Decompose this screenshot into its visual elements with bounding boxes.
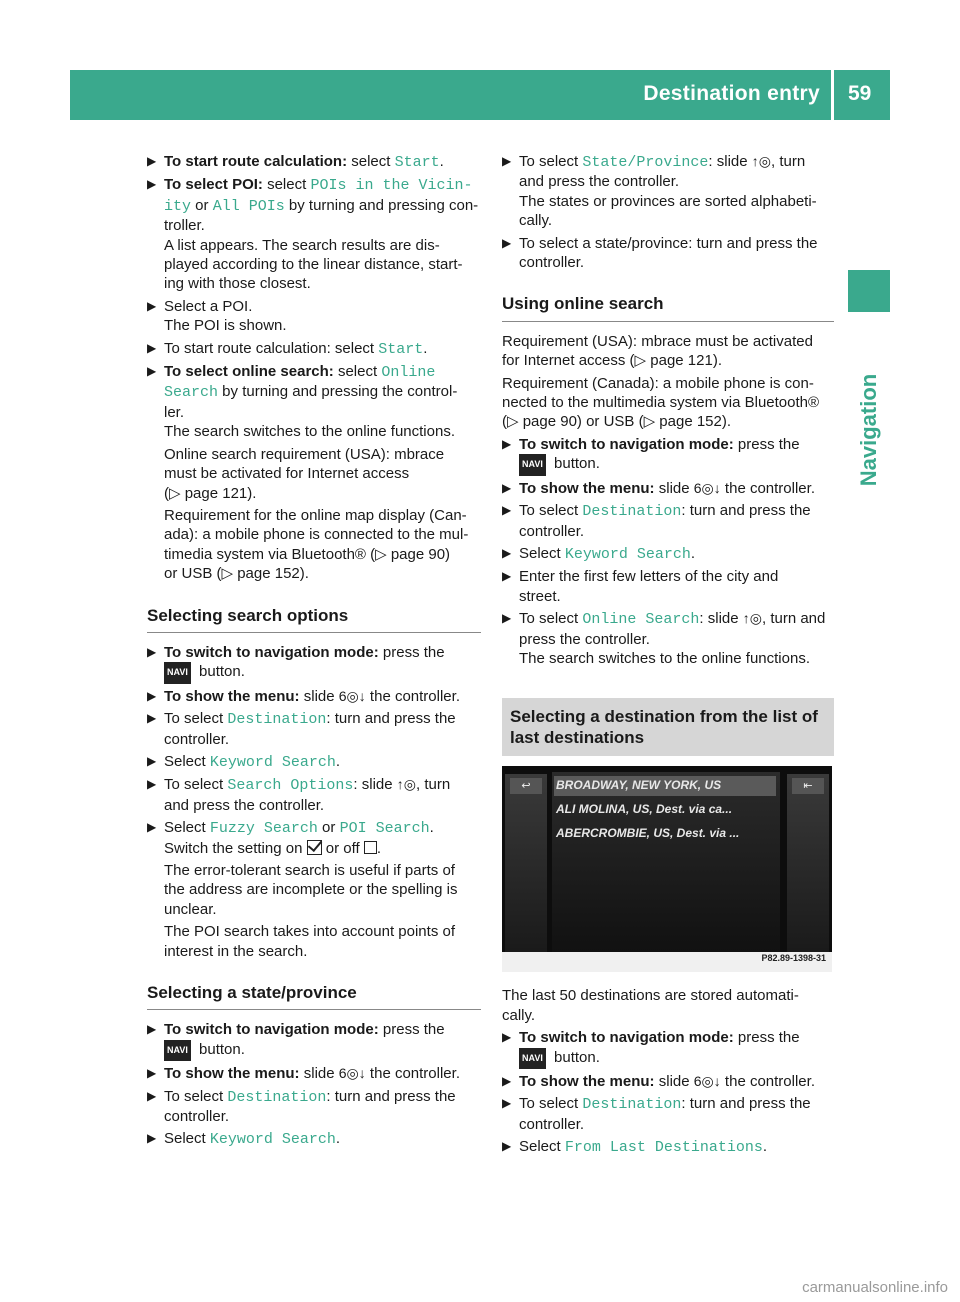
step-arrow-icon: ▶ [147, 711, 157, 726]
back-icon: ↩ [510, 778, 542, 794]
step-arrow-icon: ▶ [502, 154, 512, 168]
menu-item-code: ity [164, 197, 192, 215]
step: ▶ Select a POI. The POI is shown. [147, 297, 287, 335]
step-arrow-icon: ▶ [502, 1030, 512, 1045]
section-title-state: Selecting a state/province [147, 983, 481, 1010]
header-divider [831, 70, 834, 120]
step-arrow-icon: ▶ [502, 569, 512, 584]
controller-slide-down-icon: 6◎↓ [693, 479, 721, 496]
controller-slide-up-icon: ↑◎ [751, 153, 771, 169]
step: ▶ To start route calculation: select Start. [147, 153, 444, 171]
options-icon: ⇤ [792, 778, 824, 794]
step: ▶ Select From Last Destinations. [502, 1138, 768, 1157]
section-title-last-destinations: Selecting a destination from the list of last destinations [502, 698, 834, 756]
note: Requirement for the online map display (Can- ada): a mobile phone is connected to the mul- timedia system via Bluetooth® (▷ page 90) or USB (▷ page 152). [164, 506, 469, 583]
menu-item-code: State/Province [582, 154, 709, 171]
controller-slide-down-icon: 6◎↓ [693, 1072, 721, 1089]
step: ▶ To show the menu: slide 6◎↓ the controller. [147, 687, 460, 705]
step-arrow-icon: ▶ [147, 820, 157, 835]
step: ▶ To switch to navigation mode: press the NAVI button. [502, 435, 834, 476]
step: ▶ To show the menu: slide 6◎↓ the controller. [147, 1065, 460, 1083]
paragraph: The last 50 destinations are stored automati- cally. [502, 987, 799, 1024]
menu-item-code: Destination [227, 1088, 327, 1106]
screen-right-panel [787, 774, 829, 952]
destination-list [552, 772, 780, 952]
menu-item-code: Keyword Search [209, 1131, 336, 1149]
menu-item-code: Destination [582, 1096, 682, 1114]
step: ▶ To select Destination: turn and press the controller. [502, 502, 811, 540]
menu-item-code: POI Search [339, 820, 430, 838]
step: ▶ Select Keyword Search. [502, 544, 696, 563]
list-item: BROADWAY, NEW YORK, US [554, 776, 776, 795]
step: ▶ To select Online Search: slide ↑◎, turn and press the controller. The search switches to the online functions. [502, 610, 826, 667]
step-arrow-icon: ▶ [147, 1066, 157, 1081]
step-arrow-icon: ▶ [502, 436, 512, 451]
step-arrow-icon: ▶ [147, 777, 157, 792]
step-arrow-icon: ▶ [147, 644, 157, 659]
menu-item-code: From Last Destinations [564, 1139, 763, 1157]
controller-slide-down-icon: 6◎↓ [338, 687, 366, 704]
side-tab-label: Navigation [856, 373, 881, 487]
menu-item-code: Keyword Search [209, 753, 336, 771]
step: ▶ To select POI: select POIs in the Vicin‐ ity or All POIs by turning and pressing con- troller. A list appears. The search results are dis- played according to the linear distance, start- ing with those closest. [147, 176, 479, 293]
last-destinations-screen-image [502, 766, 832, 972]
step-arrow-icon: ▶ [147, 154, 157, 168]
screen-left-panel [505, 774, 547, 952]
menu-item-code: Fuzzy Search [209, 820, 318, 838]
step-arrow-icon: ▶ [502, 503, 512, 518]
menu-item-code: All POIs [212, 197, 285, 215]
checkbox-checked-icon [307, 840, 322, 855]
step-arrow-icon: ▶ [147, 1131, 157, 1146]
watermark: carmanualsonline.info [802, 1279, 948, 1296]
menu-item-code: Search [164, 384, 219, 402]
paragraph: Requirement (USA): mbrace must be activated for Internet access (▷ page 121). [502, 332, 813, 370]
list-item: ABERCROMBIE, US, Dest. via ... [556, 826, 740, 841]
step-arrow-icon: ▶ [502, 1139, 512, 1154]
step-arrow-icon: ▶ [147, 1022, 157, 1037]
step: ▶ To select Destination: turn and press the controller. [502, 1095, 811, 1133]
step: ▶ To switch to navigation mode: press the NAVI button. [502, 1028, 834, 1069]
navi-button-icon: NAVI [519, 454, 546, 475]
menu-item-code: Keyword Search [564, 545, 691, 563]
menu-item-code: Start [394, 154, 440, 171]
step: ▶ To select State/Province: slide ↑◎, turn and press the controller. The states or provinces are sorted alphabeti- cally. [502, 153, 817, 230]
step: ▶ Select Keyword Search. [147, 752, 341, 771]
step-arrow-icon: ▶ [147, 177, 157, 192]
side-tab-block [848, 270, 890, 312]
step-arrow-icon: ▶ [147, 298, 157, 313]
controller-slide-up-icon: ↑◎ [742, 610, 762, 627]
step: ▶ Enter the first few letters of the city and street. [502, 568, 779, 605]
note: Online search requirement (USA): mbrace must be activated for Internet access (▷ page 121). [164, 445, 445, 502]
step-arrow-icon: ▶ [502, 611, 512, 626]
list-item: ALI MOLINA, US, Dest. via ca... [556, 802, 733, 817]
step: ▶ Select Keyword Search. [147, 1130, 341, 1149]
menu-item-code: Online [381, 364, 436, 382]
step-arrow-icon: ▶ [502, 545, 512, 560]
step: ▶ To select Destination: turn and press the controller. [147, 710, 456, 748]
image-code: P82.89-1398-31 [761, 952, 826, 963]
step-arrow-icon: ▶ [502, 1096, 512, 1111]
step-arrow-icon: ▶ [147, 340, 157, 355]
step-arrow-icon: ▶ [147, 753, 157, 768]
paragraph: Requirement (Canada): a mobile phone is con- nected to the multimedia system via Bluetooth® (▷ page 90) or USB (▷ page 152). [502, 374, 820, 431]
navi-button-icon: NAVI [164, 1040, 191, 1061]
step-arrow-icon: ▶ [502, 480, 512, 495]
menu-item-code: Online Search [582, 611, 700, 629]
section-title-search-options: Selecting search options [147, 606, 481, 633]
checkbox-empty-icon [364, 841, 377, 854]
step: ▶ To switch to navigation mode: press the NAVI button. [147, 643, 481, 684]
note: The error-tolerant search is useful if parts of the address are incomplete or the spelling is unclear. [164, 862, 458, 918]
page-number: 59 [848, 82, 872, 105]
page-title: Destination entry [643, 82, 820, 105]
navi-button-icon: NAVI [519, 1048, 546, 1069]
step: ▶ To switch to navigation mode: press the NAVI button. [147, 1020, 481, 1061]
step: ▶ To select online search: select Online Search by turning and pressing the control- ler. The search switches to the online functions. Online search requirement (USA): mbrace must be activated for Internet access (▷ page 121). Requirement for the online map display (Can- ada): a mobile phone is connected to the mul- timedia system via Bluetooth® (▷ page 90) or USB (▷ page 152). [147, 362, 481, 583]
step: ▶ To select Destination: turn and press the controller. [147, 1087, 456, 1126]
navi-button-icon: NAVI [164, 662, 191, 683]
step: ▶ To show the menu: slide 6◎↓ the controller. [502, 479, 815, 497]
section-title-online-search: Using online search [502, 294, 834, 321]
menu-item-code: Destination [227, 711, 327, 729]
step: ▶ To select a state/province: turn and press the controller. [502, 234, 818, 272]
menu-item-code: POIs in the Vicin‐ [310, 177, 473, 195]
step-arrow-icon: ▶ [502, 1073, 512, 1088]
menu-item-code: Start [378, 340, 424, 358]
step: ▶ Select Fuzzy Search or POI Search. Switch the setting on or off . The error-tolerant search is useful if parts of the address are incomplete or the spelling is unclear. The POI search takes into account points of interest in the search. [147, 818, 481, 961]
step-arrow-icon: ▶ [147, 688, 157, 703]
menu-item-code: Destination [582, 503, 682, 521]
step: ▶ To start route calculation: select Start. [147, 339, 428, 358]
controller-slide-up-icon: ↑◎ [396, 776, 416, 793]
note: The POI search takes into account points of interest in the search. [164, 923, 455, 960]
step: ▶ To select Search Options: slide ↑◎, turn and press the controller. [147, 776, 451, 814]
step-arrow-icon: ▶ [502, 235, 512, 250]
step-arrow-icon: ▶ [147, 1088, 157, 1103]
step-arrow-icon: ▶ [147, 364, 157, 379]
right-column [502, 152, 834, 1161]
step: ▶ To show the menu: slide 6◎↓ the controller. [502, 1072, 815, 1090]
image-caption-bar [502, 952, 832, 972]
left-column [147, 152, 481, 1153]
menu-item-code: Search Options [227, 777, 354, 795]
controller-slide-down-icon: 6◎↓ [338, 1065, 366, 1082]
